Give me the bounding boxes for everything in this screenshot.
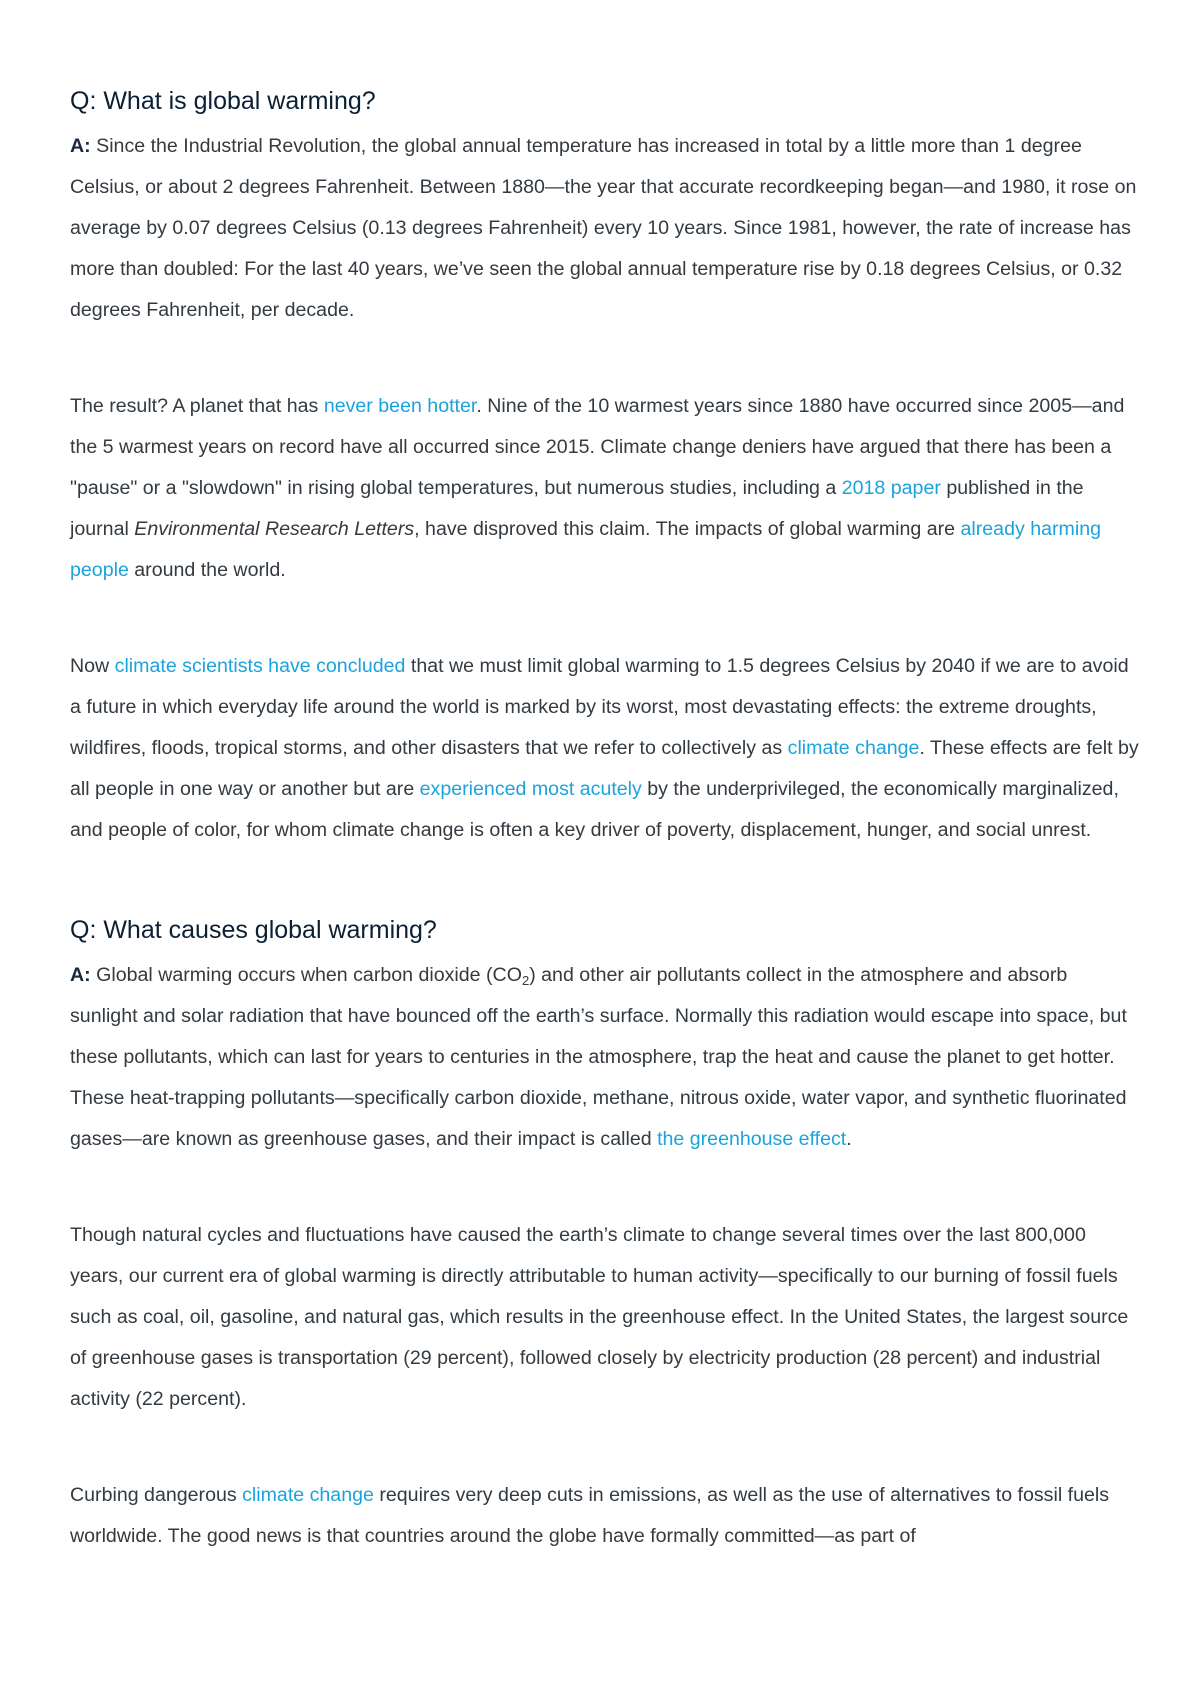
- paragraph-text: Curbing dangerous: [70, 1484, 243, 1506]
- paragraph-text: that we must limit global warming to 1.5 degrees Celsius by 2040 if we are to avoid a future in which everyday life around the world is marked by its worst, most devastating effects: the extreme droughts, wildfires, floods, tropical storms, and other disasters that we refer to collectively as: [70, 655, 1129, 759]
- paragraph-text: . Nine of the 10 warmest years since 1880 have occurred since 2005—and the 5 warmest years on record have all occurred since 2015. Climate change deniers have argued that there has been a "pause" or a "slowdown" in rising global temperatures, but numerous studies, including a: [70, 395, 1125, 499]
- paragraph-text: ) and other air pollutants collect in the atmosphere and absorb sunlight and solar radiation that have bounced off the earth’s surface. Normally this radiation would escape into space, but these pollutants, which can last for years to centuries in the atmosphere, trap the heat and cause the planet to get hotter. These heat-trapping pollutants—specifically carbon dioxide, methane, nitrous oxide, water vapor, and synthetic fluorinated gases—are known as greenhouse gases, and their impact is called: [70, 964, 1127, 1150]
- body-paragraph: [70, 1475, 1140, 1557]
- answer-label: A:: [70, 135, 91, 157]
- link-climate-scientists-have-concluded[interactable]: climate scientists have concluded: [114, 655, 406, 677]
- link-2018-paper[interactable]: 2018 paper: [841, 477, 941, 499]
- answer-label: A:: [70, 964, 91, 986]
- question-heading: Q: What is global warming?: [70, 87, 376, 115]
- paragraph-text: published in the journal: [70, 477, 1084, 540]
- link-experienced-most-acutely[interactable]: experienced most acutely: [419, 778, 642, 800]
- paragraph-text: by the underprivileged, the economically marginalized, and people of color, for whom climate change is often a key driver of poverty, displacement, hunger, and social unrest.: [70, 778, 1119, 841]
- body-paragraph: [70, 386, 1140, 591]
- paragraph-text: Though natural cycles and fluctuations have caused the earth’s climate to change several times over the last 800,000 years, our current era of global warming is directly attributable to human activity—specifically to our burning of fossil fuels such as coal, oil, gasoline, and natural gas, which results in the greenhouse effect. In the United States, the largest source of greenhouse gases is transportation (29 percent), followed closely by electricity production (28 percent) and industrial activity (22 percent).: [70, 1224, 1129, 1410]
- paragraph-text: requires very deep cuts in emissions, as well as the use of alternatives to fossil fuels worldwide. The good news is that countries around the globe have formally committed—as part of: [70, 1484, 1110, 1547]
- answer-paragraph: [70, 955, 1140, 1160]
- co2-subscript: 2: [521, 973, 530, 988]
- link-never-been-hotter[interactable]: never been hotter: [323, 395, 477, 417]
- paragraph-text: The result? A planet that has: [70, 395, 324, 417]
- link-the-greenhouse-effect[interactable]: the greenhouse effect: [657, 1128, 847, 1150]
- link-climate-change[interactable]: climate change: [787, 737, 920, 759]
- faq-section-what-causes-global-warming: [70, 913, 1140, 1557]
- paragraph-text: Now: [70, 655, 115, 677]
- article-body: [70, 84, 1140, 1557]
- link-already-harming-people[interactable]: already harming people: [70, 518, 1101, 581]
- link-climate-change[interactable]: climate change: [242, 1484, 374, 1506]
- question-heading: Q: What causes global warming?: [70, 916, 437, 944]
- body-paragraph: [70, 1215, 1140, 1420]
- paragraph-text: , have disproved this claim. The impacts of global warming are: [414, 518, 961, 540]
- journal-title: Environmental Research Letters: [134, 518, 415, 540]
- paragraph-text: Since the Industrial Revolution, the global annual temperature has increased in total by a little more than 1 degree Celsius, or about 2 degrees Fahrenheit. Between 1880—the year that accurate recordkeeping began—and 1980, it rose on average by 0.07 degrees Celsius (0.13 degrees Fahrenheit) every 10 years. Since 1981, however, the rate of increase has more than doubled: For the last 40 years, we’ve seen the global annual temperature rise by 0.18 degrees Celsius, or 0.32 degrees Fahrenheit, per decade.: [70, 135, 1137, 321]
- paragraph-text: Global warming occurs when carbon dioxide (CO: [90, 964, 522, 986]
- paragraph-text: . These effects are felt by all people in one way or another but are: [70, 737, 1139, 800]
- faq-section-what-is-global-warming: [70, 84, 1140, 851]
- paragraph-text: around the world.: [128, 559, 286, 581]
- body-paragraph: [70, 646, 1140, 851]
- paragraph-text: .: [846, 1128, 852, 1150]
- answer-paragraph: [70, 126, 1140, 331]
